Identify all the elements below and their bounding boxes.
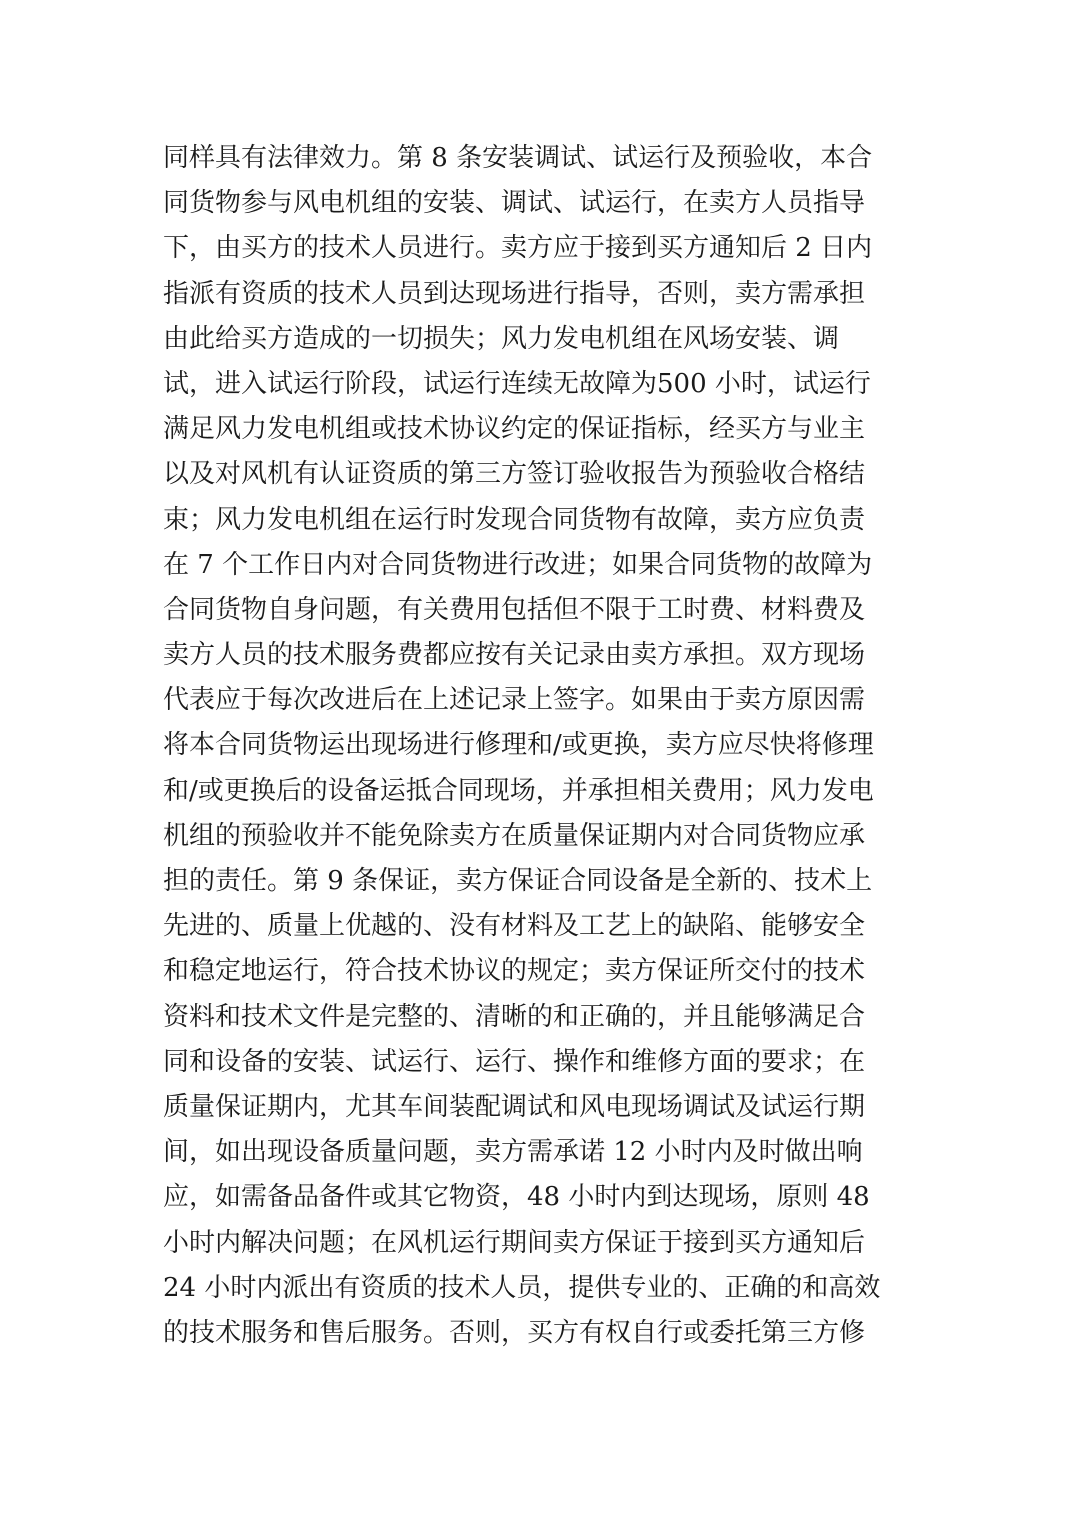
text-line: 小时内解决问题；在风机运行期间卖方保证于接到买方通知后 xyxy=(163,1227,866,1258)
text-line: 束；风力发电机组在运行时发现合同货物有故障，卖方应负责 xyxy=(163,504,866,535)
text-line: 应，如需备品备件或其它物资，48 小时内到达现场，原则 48 xyxy=(163,1182,870,1213)
text-line: 指派有资质的技术人员到达现场进行指导，否则，卖方需承担 xyxy=(163,278,866,309)
text-line: 担的责任。第 9 条保证，卖方保证合同设备是全新的、技术上 xyxy=(163,866,873,896)
text-line: 卖方人员的技术服务费都应按有关记录由卖方承担。双方现场 xyxy=(163,640,866,671)
text-line: 同和设备的安装、试运行、运行、操作和维修方面的要求；在 xyxy=(163,1046,866,1077)
text-line: 间，如出现设备质量问题，卖方需承诺 12 小时内及时做出响 xyxy=(163,1137,863,1168)
text-line: 同样具有法律效力。第 8 条安装调试、试运行及预验收，本合 xyxy=(163,143,873,173)
text-line: 质量保证期内，尤其车间装配调试和风电现场调试及试运行期 xyxy=(163,1091,866,1122)
text-line: 先进的、质量上优越的、没有材料及工艺上的缺陷、能够安全 xyxy=(163,911,866,942)
text-line: 由此给买方造成的一切损失；风力发电机组在风场安装、调 xyxy=(163,323,840,354)
contract-text-block xyxy=(163,136,923,1356)
text-line: 试，进入试运行阶段，试运行连续无故障为500 小时，试运行 xyxy=(163,368,871,399)
text-line: 资料和技术文件是完整的、清晰的和正确的，并且能够满足合 xyxy=(163,1001,866,1032)
text-line: 代表应于每次改进后在上述记录上签字。如果由于卖方原因需 xyxy=(163,685,866,716)
text-line: 同货物参与风电机组的安装、调试、试运行，在卖方人员指导 xyxy=(163,188,866,219)
text-line: 的技术服务和售后服务。否则，买方有权自行或委托第三方修 xyxy=(163,1317,866,1348)
text-line: 机组的预验收并不能免除卖方在质量保证期内对合同货物应承 xyxy=(163,820,866,851)
text-line: 24 小时内派出有资质的技术人员，提供专业的、正确的和高效 xyxy=(163,1272,881,1303)
text-line: 和稳定地运行，符合技术协议的规定；卖方保证所交付的技术 xyxy=(163,956,866,987)
text-line: 合同货物自身问题，有关费用包括但不限于工时费、材料费及 xyxy=(163,594,866,625)
text-line: 以及对风机有认证资质的第三方签订验收报告为预验收合格结 xyxy=(163,459,866,490)
text-line: 下，由买方的技术人员进行。卖方应于接到买方通知后 2 日内 xyxy=(163,233,873,264)
text-line: 满足风力发电机组或技术协议约定的保证指标，经买方与业主 xyxy=(163,414,866,445)
text-line: 将本合同货物运出现场进行修理和/或更换，卖方应尽快将修理 xyxy=(163,730,874,761)
text-line: 在 7 个工作日内对合同货物进行改进；如果合同货物的故障为 xyxy=(163,549,873,580)
text-line: 和/或更换后的设备运抵合同现场，并承担相关费用；风力发电 xyxy=(163,775,874,806)
